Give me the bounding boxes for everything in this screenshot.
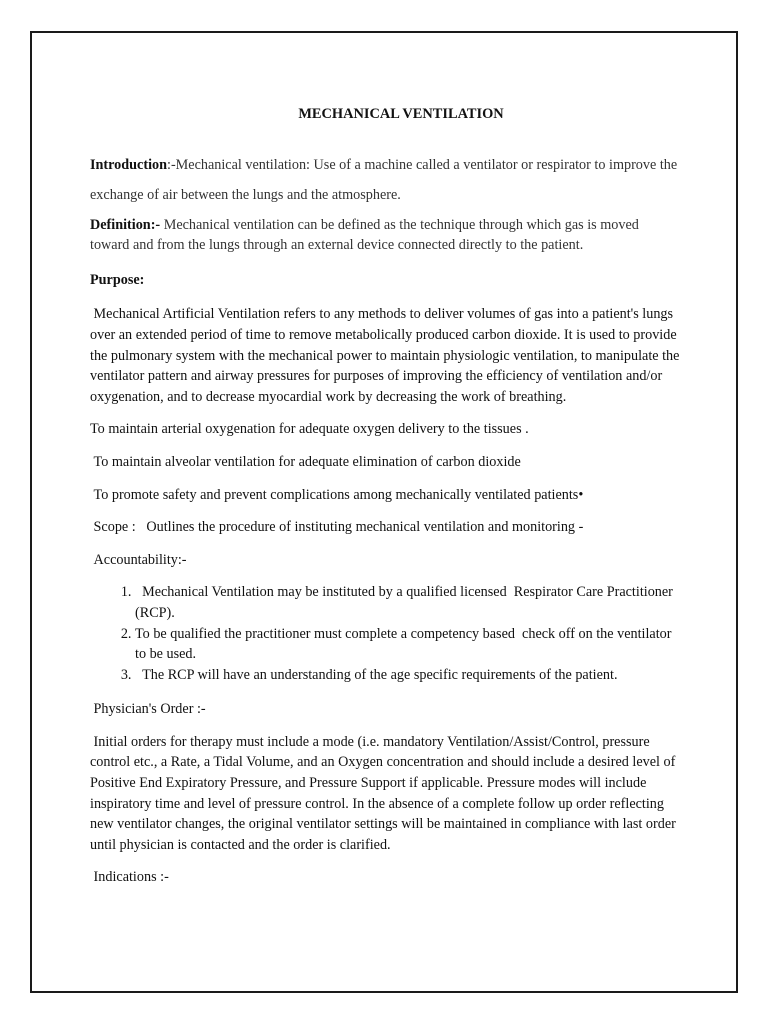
list-item: 1. Mechanical Ventilation may be instituted by a qualified licensed Respirator Care Practitioner (RCP). [135, 582, 680, 623]
definition-text: Mechanical ventilation can be defined as the technique through which gas is moved toward and from the lungs through an external device connected directly to the patient. [90, 216, 639, 254]
accountability-list [90, 582, 680, 685]
list-item: 3. The RCP will have an understanding of the age specific requirements of the patient. [135, 665, 680, 686]
purpose-heading: Purpose: [90, 271, 145, 288]
document-title: MECHANICAL VENTILATION [298, 106, 504, 122]
purpose-paragraph: Mechanical Artificial Ventilation refers to any methods to deliver volumes of gas into a patient's lungs over an extended period of time to remove metabolically produced carbon dioxide. It is used to provide the pulmonary system with the mechanical power to maintain physiologic ventilation, to manipulate the ventilator pattern and airway pressures for purposes of improving the efficiency of ventilation and/or oxygenation, and to decrease myocardial work by decreasing the work of breathing. [90, 306, 683, 405]
physicians-order-paragraph: Initial orders for therapy must include a mode (i.e. mandatory Ventilation/Assist/Control, pressure control etc., a Rate, a Tidal Volume, and an Oxygen concentration and should include a desired level of Positive End Expiratory Pressure, and Pressure Support if applicable. Pressure modes will include inspiratory time and level of pressure control. In the absence of a complete follow up order reflecting new ventilator changes, the original ventilator settings will be maintained in compliance with last order until physician is contacted and the order is clarified. [90, 733, 680, 853]
introduction-text: :-Mechanical ventilation: Use of a machine called a ventilator or respirator to improve the exchange of air between the lungs and the atmosphere. [90, 156, 678, 203]
physicians-order-heading: Physician's Order :- [90, 701, 206, 718]
aim-safety: To promote safety and prevent complications among mechanically ventilated patients• [90, 486, 584, 503]
introduction-paragraph [90, 150, 680, 210]
accountability-heading: Accountability:- [90, 551, 187, 568]
definition-label: Definition:- [90, 216, 161, 233]
indications-heading: Indications :- [90, 869, 169, 886]
list-item: 2. To be qualified the practitioner must complete a competency based check off on the ventilator to be used. [135, 624, 680, 665]
introduction-label: Introduction [90, 156, 167, 173]
scope-line: Scope : Outlines the procedure of instituting mechanical ventilation and monitoring - [90, 519, 584, 536]
definition-paragraph [90, 215, 680, 256]
aim-oxygenation: To maintain arterial oxygenation for adequate oxygen delivery to the tissues . [90, 421, 529, 438]
document-body [90, 104, 683, 888]
aim-alveolar-ventilation: To maintain alveolar ventilation for adequate elimination of carbon dioxide [90, 453, 521, 470]
